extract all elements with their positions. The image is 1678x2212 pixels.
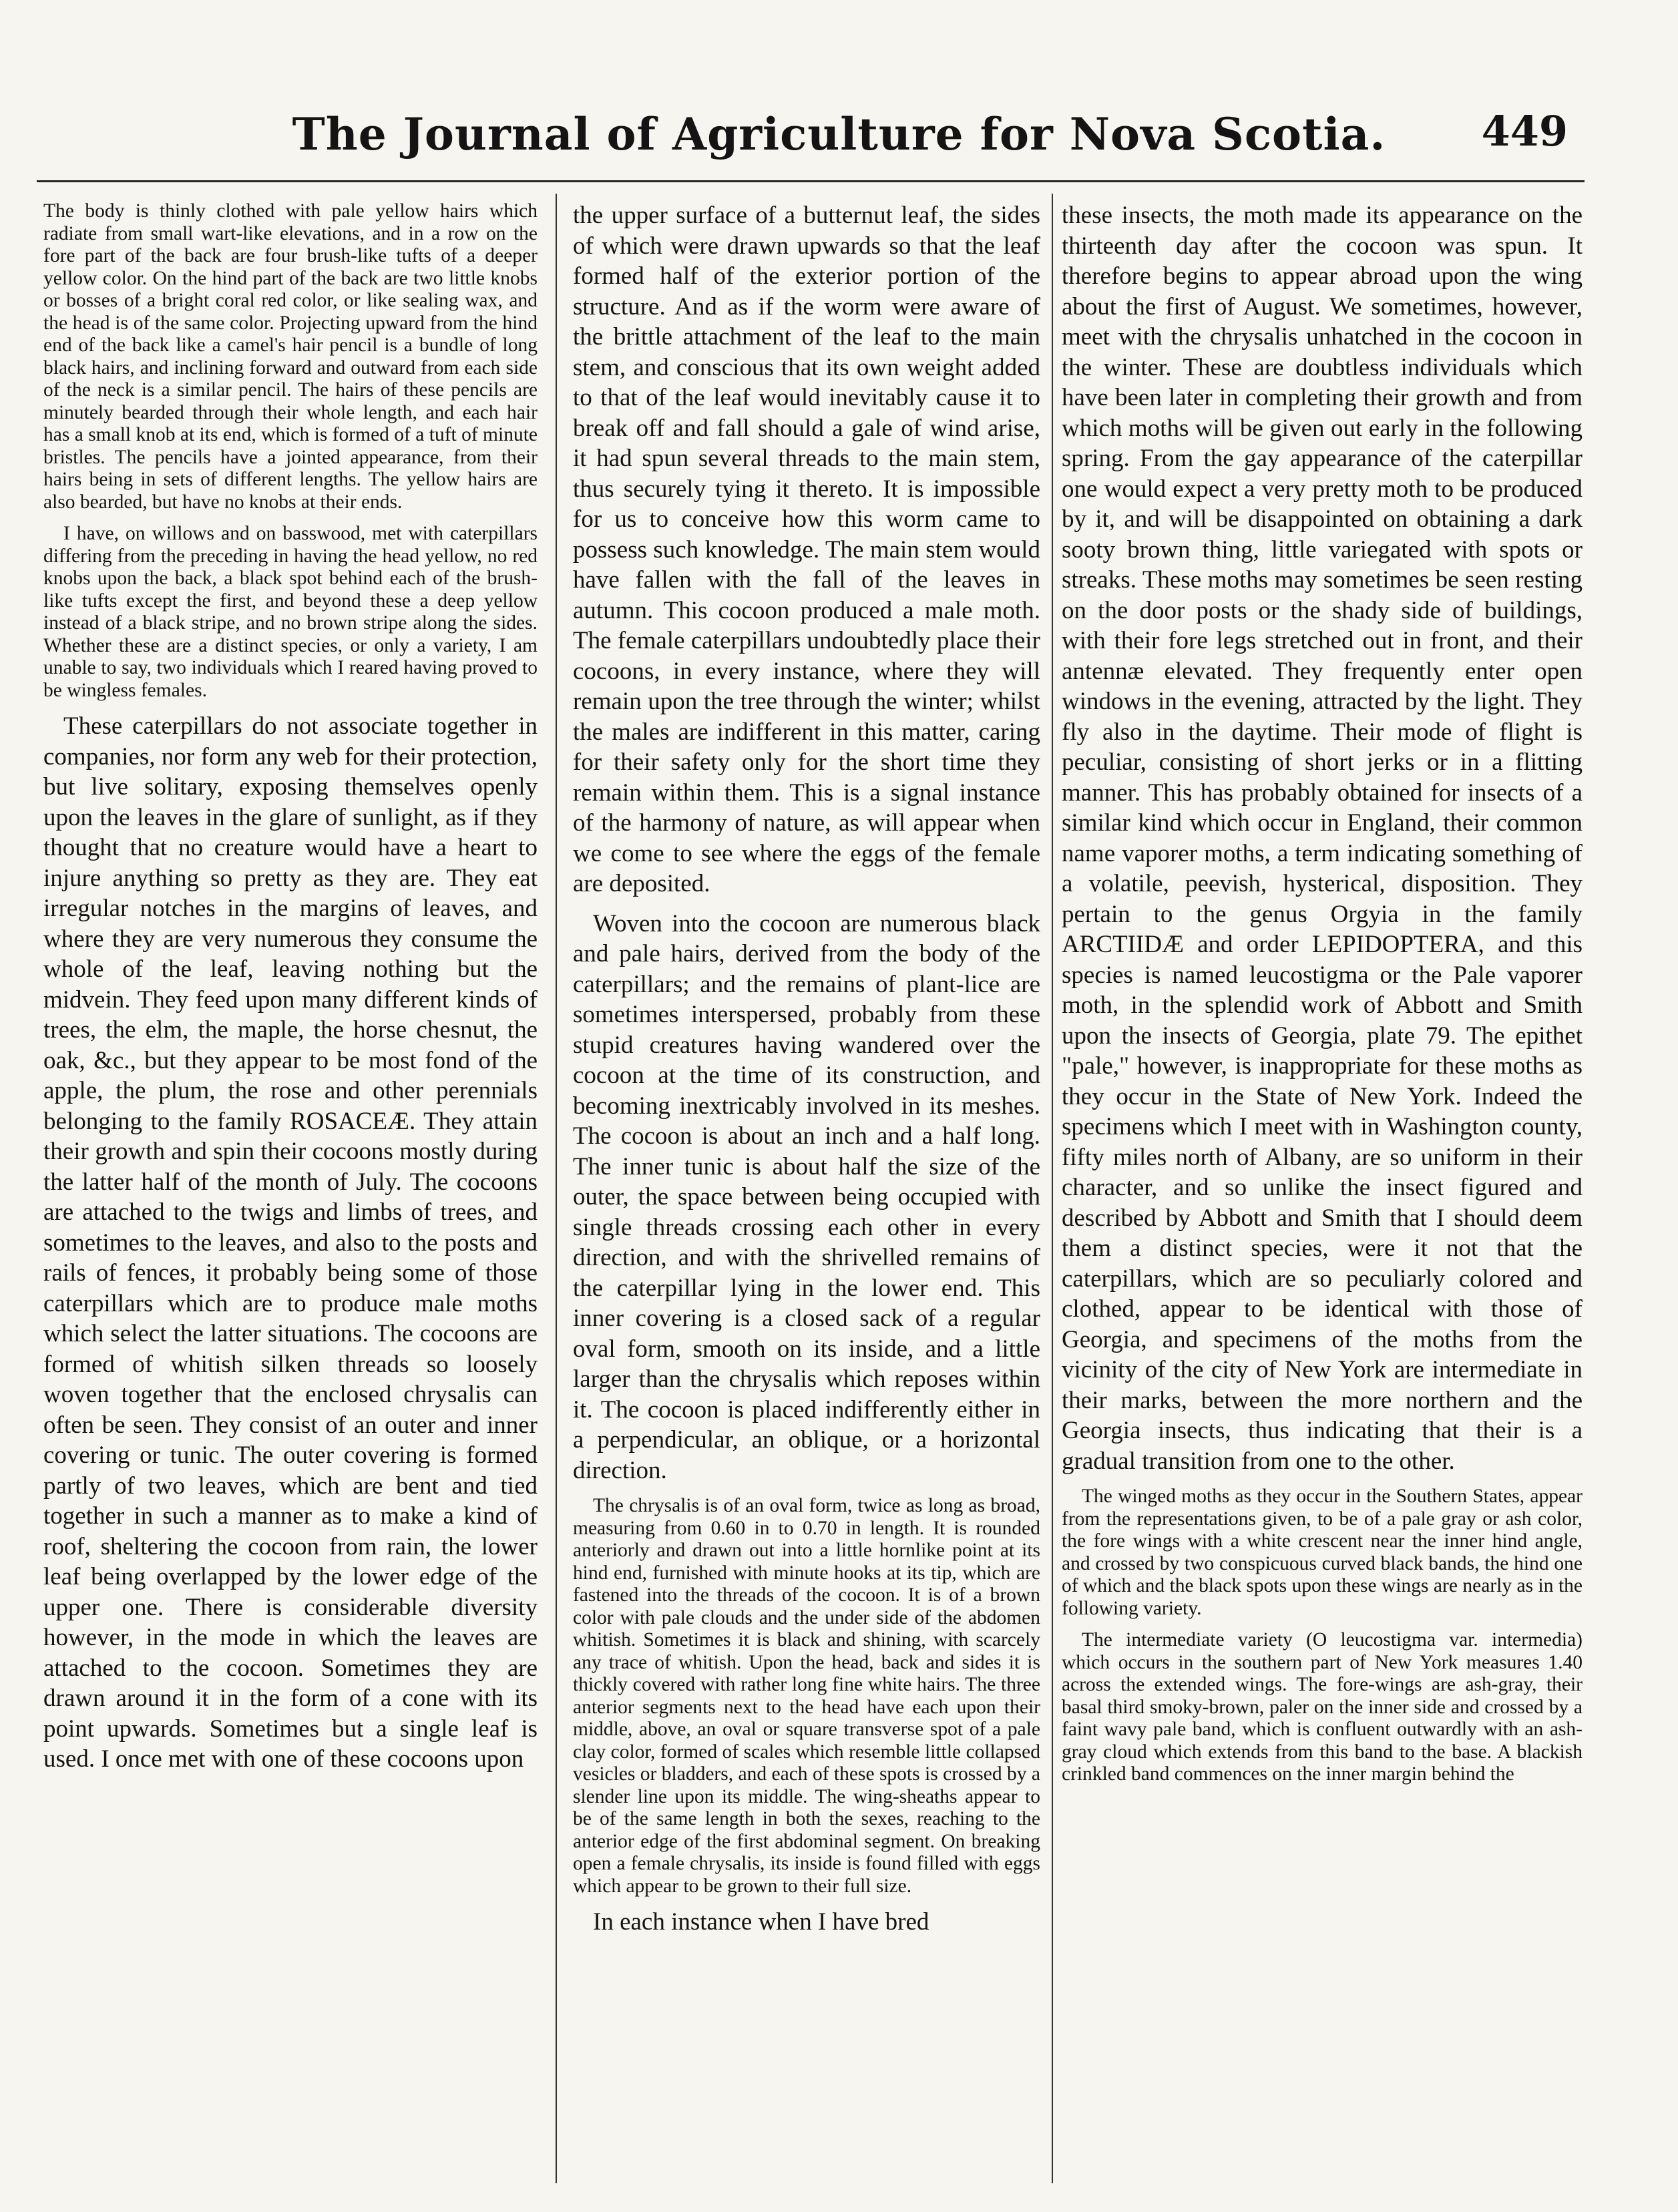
paragraph: The chrysalis is of an oval form, twice as long as broad, measuring from 0.60 in to 0.70 in length. It is rounded anteriorly and drawn out into a little hornlike point at its hind end, furnished with minute hooks at its tip, which are fastened into the threads of the cocoon. It is of a brown color with pale clouds and the under side of the abdomen whitish. Sometimes it is black and shining, with scarcely any trace of whitish. Upon the head, back and sides it is thickly covered with rather long fine white hairs. The three anterior segments next to the head have each upon their middle, above, an oval or square transverse spot of a pale clay color, formed of scales which resemble little collapsed vesicles or bladders, and each of these spots is crossed by a slender line upon its middle. The wing-sheaths appear to be of the same length in both the sexes, reaching to the anterior edge of the first abdominal segment. On breaking open a female chrysalis, its inside is found filled with eggs which appear to be grown to their full size. (573, 1495, 1040, 1897)
paragraph: The intermediate variety (O leucostigma var. intermedia) which occurs in the southern part of New York measures 1.40 across the extended wings. The fore-wings are ash-gray, their basal third smoky-brown, paler on the inner side and crossed by a faint wavy pale band, which is confluent outwardly with an ash-gray cloud which extends from this band to the base. A blackish crinkled band commences on the inner margin behind the (1062, 1629, 1583, 1785)
paragraph: the upper surface of a butternut leaf, the sides of which were drawn upwards so that the leaf formed half of the exterior portion of the structure. And as if the worm were aware of the brittle attachment of the leaf to the main stem, and conscious that its own weight added to that of the leaf would inevitably cause it to break off and fall should a gale of wind arise, it had spun several threads to the main stem, thus securely tying it thereto. It is impossible for us to conceive how this worm came to possess such knowledge. The main stem would have fallen with the fall of the leaves in autumn. This cocoon produced a male moth. The female caterpillars undoubtedly place their cocoons, in every instance, where they will remain upon the tree through the winter; whilst the males are indifferent in this matter, caring for their safety only for the short time they remain within them. This is a signal instance of the harmony of nature, as will appear when we come to see where the eggs of the female are deposited. (573, 202, 1040, 897)
column-divider (1052, 194, 1053, 2183)
page-number: 449 (1481, 107, 1568, 156)
paragraph: these insects, the moth made its appearance on the thirteenth day after the cocoon was spun. It therefore begins to appear abroad upon the wing about the first of August. We sometimes, however, meet with the chrysalis unhatched in the cocoon in the winter. These are doubtless individuals which have been later in completing their growth and from which moths will be given out early in the following spring. From the gay appearance of the caterpillar one would expect a very pretty moth to be produced by it, and will be disappointed on obtaining a dark sooty brown thing, little variegated with spots or streaks. These moths may sometimes be seen resting on the door posts or the shady side of buildings, with their fore legs stretched out in front, and their antennæ elevated. They frequently enter open windows in the evening, attracted by the light. They fly also in the daytime. Their mode of flight is peculiar, consisting of short jerks or in a flitting manner. This has probably obtained for insects of a similar kind which occur in England, their common name vaporer moths, a term indicating something of a volatile, peevish, hysterical, disposition. They pertain to the genus Orgyia in the family ARCTIIDÆ and order LEPIDOPTERA, and this species is named leucostigma or the Pale vaporer moth, in the splendid work of Abbott and Smith upon the insects of Georgia, plate 79. The epithet "pale," however, is inappropriate for these moths as they occur in the State of New York. Indeed the specimens which I meet with in Washington county, fifty miles north of Albany, are so uniform in their character, and so unlike the insect figured and described by Abbott and Smith that I should deem them a distinct species, were it not that the caterpillars, which are so peculiarly colored and clothed, appear to be identical with those of Georgia, and specimens of the moths from the vicinity of the city of New York are intermediate in their marks, between the more northern and the Georgia insects, thus indicating that their is a gradual transition from one to the other. (1062, 202, 1583, 1475)
paragraph: I have, on willows and on basswood, met with caterpillars differing from the preceding in having the head yellow, no red knobs upon the back, a black spot behind each of the brush-like tufts except the first, and beyond these a deep yellow instead of a black stripe, and no brown stripe along the sides. Whether these are a distinct species, or only a variety, I am unable to say, two individuals which I reared having proved to be wingless females. (43, 523, 538, 701)
text-column-3 (1062, 200, 1583, 2177)
header-rule (37, 180, 1585, 182)
column-divider (556, 194, 557, 2183)
paragraph: Woven into the cocoon are numerous black and pale hairs, derived from the body of the caterpillars; and the remains of plant-lice are sometimes interspersed, probably from these stupid creatures having wandered over the cocoon at the time of its construction, and becoming inextricably involved in its meshes. The cocoon is about an inch and a half long. The inner tunic is about half the size of the outer, the space between being occupied with single threads crossing each other in every direction, and with the shrivelled remains of the caterpillar lying in the lower end. This inner covering is a closed sack of a regular oval form, smooth on its inside, and a little larger than the chrysalis which reposes within it. The cocoon is placed indifferently either in a perpendicular, an oblique, or a horizontal direction. (573, 909, 1040, 1484)
text-column-1 (43, 200, 538, 2177)
paragraph: The body is thinly clothed with pale yellow hairs which radiate from small wart-like elevations, and in a row on the fore part of the back are four brush-like tufts of a deeper yellow color. On the hind part of the back are two little knobs or bosses of a bright coral red color, or like sealing wax, and the head is of the same color. Projecting upward from the hind end of the back like a camel's hair pencil is a bundle of long black hairs, and inclining forward and outward from each side of the neck is a similar pencil. The hairs of these pencils are minutely bearded through their whole length, and each hair has a small knob at its end, which is formed of a tuft of minute bristles. The pencils have a jointed appearance, from their hairs being in sets of different lengths. The yellow hairs are also bearded, but have no knobs at their ends. (43, 200, 538, 513)
journal-title: The Journal of Agriculture for Nova Scotia. (292, 108, 1386, 160)
paragraph: The winged moths as they occur in the Southern States, appear from the representations given, to be of a pale gray or ash color, the fore wings with a white crescent near the inner hind angle, and crossed by two conspicuous curved black bands, the hind one of which and the black spots upon these wings are nearly as in the following variety. (1062, 1486, 1583, 1619)
text-column-2 (573, 200, 1040, 2177)
paragraph: These caterpillars do not associate together in companies, nor form any web for their protection, but live solitary, exposing themselves openly upon the leaves in the glare of sunlight, as if they thought that no creature would have a heart to injure anything so pretty as they are. They eat irregular notches in the margins of leaves, and where they are very numerous they consume the whole of the leaf, leaving nothing but the midvein. They feed upon many different kinds of trees, the elm, the maple, the horse chesnut, the oak, &c., but they appear to be most fond of the apple, the plum, the rose and other perennials belonging to the family ROSACEÆ. They attain their growth and spin their cocoons mostly during the latter half of the month of July. The cocoons are attached to the twigs and limbs of trees, and sometimes to the leaves, and also to the posts and rails of fences, it probably being some of those caterpillars which are to produce male moths which select the latter situations. The cocoons are formed of whitish silken threads so loosely woven together that the enclosed chrysalis can often be seen. They consist of an outer and inner covering or tunic. The outer covering is formed partly of two leaves, which are bent and tied together in such a manner as to make a kind of roof, sheltering the cocoon from rain, the lower leaf being overlapped by the lower edge of the upper one. There is considerable diversity however, in the mode in which the leaves are attached to the cocoon. Sometimes they are drawn around it in the form of a cone with its point upwards. Sometimes but a single leaf is used. I once met with one of these cocoons upon (43, 712, 538, 1773)
paragraph: In each instance when I have bred (593, 1908, 929, 1936)
page-header (0, 100, 1678, 174)
